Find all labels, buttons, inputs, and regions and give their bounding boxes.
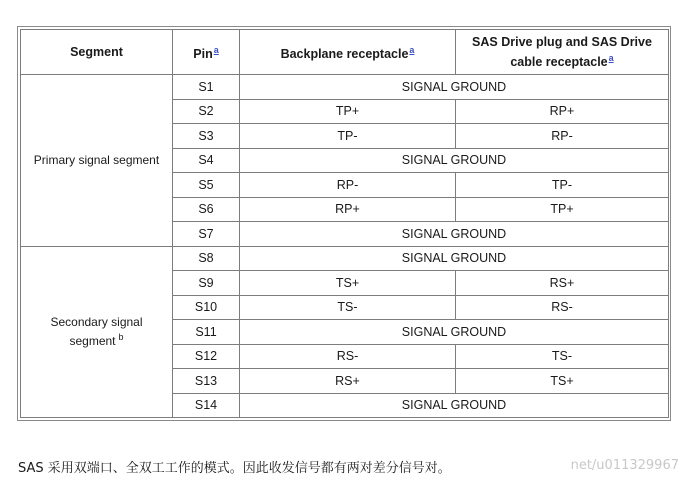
footnote-link[interactable]: a — [409, 44, 415, 55]
signal-span-cell: SIGNAL GROUND — [240, 148, 669, 173]
backplane-cell: RP+ — [240, 197, 456, 222]
backplane-cell: TP- — [240, 124, 456, 149]
backplane-cell: RP- — [240, 173, 456, 198]
backplane-cell: TS- — [240, 295, 456, 320]
drive-cell: RP- — [456, 124, 669, 149]
segment-primary: Primary signal segment — [21, 75, 173, 247]
drive-cell: TS- — [456, 344, 669, 369]
pin-cell: S7 — [173, 222, 240, 247]
header-segment: Segment — [21, 30, 173, 75]
pin-cell: S3 — [173, 124, 240, 149]
header-pin: Pin$^a$ — [173, 30, 240, 75]
backplane-cell: TS+ — [240, 271, 456, 296]
sas-pin-assignment-table — [20, 29, 669, 418]
table-row — [21, 75, 669, 100]
table-row — [21, 246, 669, 271]
pin-cell: S11 — [173, 320, 240, 345]
signal-span-cell: SIGNAL GROUND — [240, 393, 669, 418]
signal-span-cell: SIGNAL GROUND — [240, 246, 669, 271]
signal-span-cell: SIGNAL GROUND — [240, 222, 669, 247]
table-header-row — [21, 30, 669, 75]
drive-cell: RS+ — [456, 271, 669, 296]
drive-cell: RP+ — [456, 99, 669, 124]
header-drive-plug: SAS Drive plug and SAS Drive cable receptacle$^a$ — [456, 30, 669, 75]
header-backplane-receptacle: Backplane receptacle$^a$ — [240, 30, 456, 75]
drive-cell: TP- — [456, 173, 669, 198]
footnote-mark: b — [118, 331, 124, 342]
pin-cell: S14 — [173, 393, 240, 418]
pin-cell: S1 — [173, 75, 240, 100]
footnote-link[interactable]: a — [608, 52, 614, 63]
pin-cell: S5 — [173, 173, 240, 198]
caption-text: SAS 采用双端口、全双工工作的模式。因此收发信号都有两对差分信号对。 — [18, 461, 451, 476]
backplane-cell: RS+ — [240, 369, 456, 394]
segment-secondary: Secondary signal segment $^b$ — [21, 246, 173, 418]
watermark: net/u011329967 — [570, 458, 679, 473]
pin-cell: S4 — [173, 148, 240, 173]
pin-cell: S12 — [173, 344, 240, 369]
drive-cell: TP+ — [456, 197, 669, 222]
pin-cell: S8 — [173, 246, 240, 271]
drive-cell: RS- — [456, 295, 669, 320]
backplane-cell: TP+ — [240, 99, 456, 124]
pin-cell: S6 — [173, 197, 240, 222]
pin-cell: S2 — [173, 99, 240, 124]
pin-cell: S9 — [173, 271, 240, 296]
drive-cell: TS+ — [456, 369, 669, 394]
signal-span-cell: SIGNAL GROUND — [240, 75, 669, 100]
backplane-cell: RS- — [240, 344, 456, 369]
pin-table-container — [17, 26, 671, 421]
pin-cell: S13 — [173, 369, 240, 394]
footnote-link[interactable]: a — [213, 44, 219, 55]
pin-cell: S10 — [173, 295, 240, 320]
signal-span-cell: SIGNAL GROUND — [240, 320, 669, 345]
